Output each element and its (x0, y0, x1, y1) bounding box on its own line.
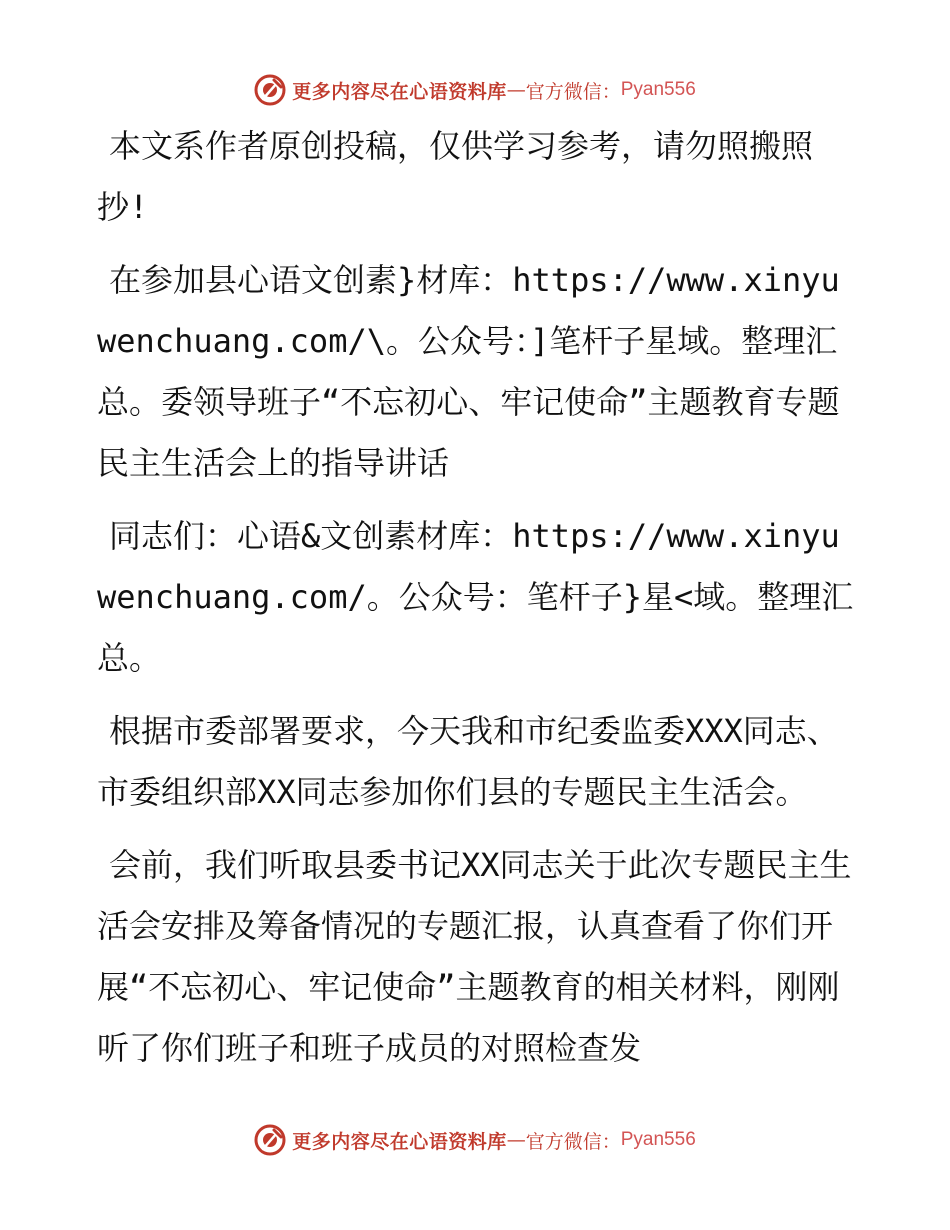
paragraph-title: 在参加县心语文创素}材库：https://www.xinyuwenchuang.com/\。公众号：]笔杆子星域。整理汇总。委领导班子“不忘初心、牢记使命”主题教育专题民主生活会上的指导讲话 (97, 261, 840, 482)
watermark-dash: — (506, 79, 526, 101)
watermark-dash: — (506, 1129, 526, 1151)
paragraph-notice: 本文系作者原创投稿，仅供学习参考，请勿照搬照抄! (97, 127, 814, 226)
paragraph-greeting: 同志们：心语&文创素材库：https://www.xinyuwenchuang.com/。公众号：笔杆子}星<域。整理汇总。 (97, 517, 854, 677)
pen-logo-icon (254, 74, 286, 106)
watermark-wechat-id: Pyan556 (620, 1129, 696, 1150)
document-body (97, 116, 857, 1091)
paragraph-intro: 根据市委部署要求，今天我和市纪委监委XXX同志、市委组织部XX同志参加你们县的专题民主生活会。 (97, 712, 839, 811)
watermark-wechat-label: 官方微信： (525, 1130, 621, 1153)
watermark-title: 更多内容尽在心语资料库 (292, 1130, 507, 1153)
footer-watermark (0, 1122, 950, 1158)
header-watermark (0, 72, 950, 108)
watermark-wechat-label: 官方微信： (525, 80, 621, 103)
paragraph-body: 会前，我们听取县委书记XX同志关于此次专题民主生活会安排及筹备情况的专题汇报，认真查看了你们开展“不忘初心、牢记使命”主题教育的相关材料，刚刚听了你们班子和班子成员的对照检查发 (97, 846, 852, 1067)
watermark-title: 更多内容尽在心语资料库 (292, 80, 507, 103)
watermark-wechat-id: Pyan556 (620, 79, 696, 100)
pen-logo-icon (254, 1124, 286, 1156)
